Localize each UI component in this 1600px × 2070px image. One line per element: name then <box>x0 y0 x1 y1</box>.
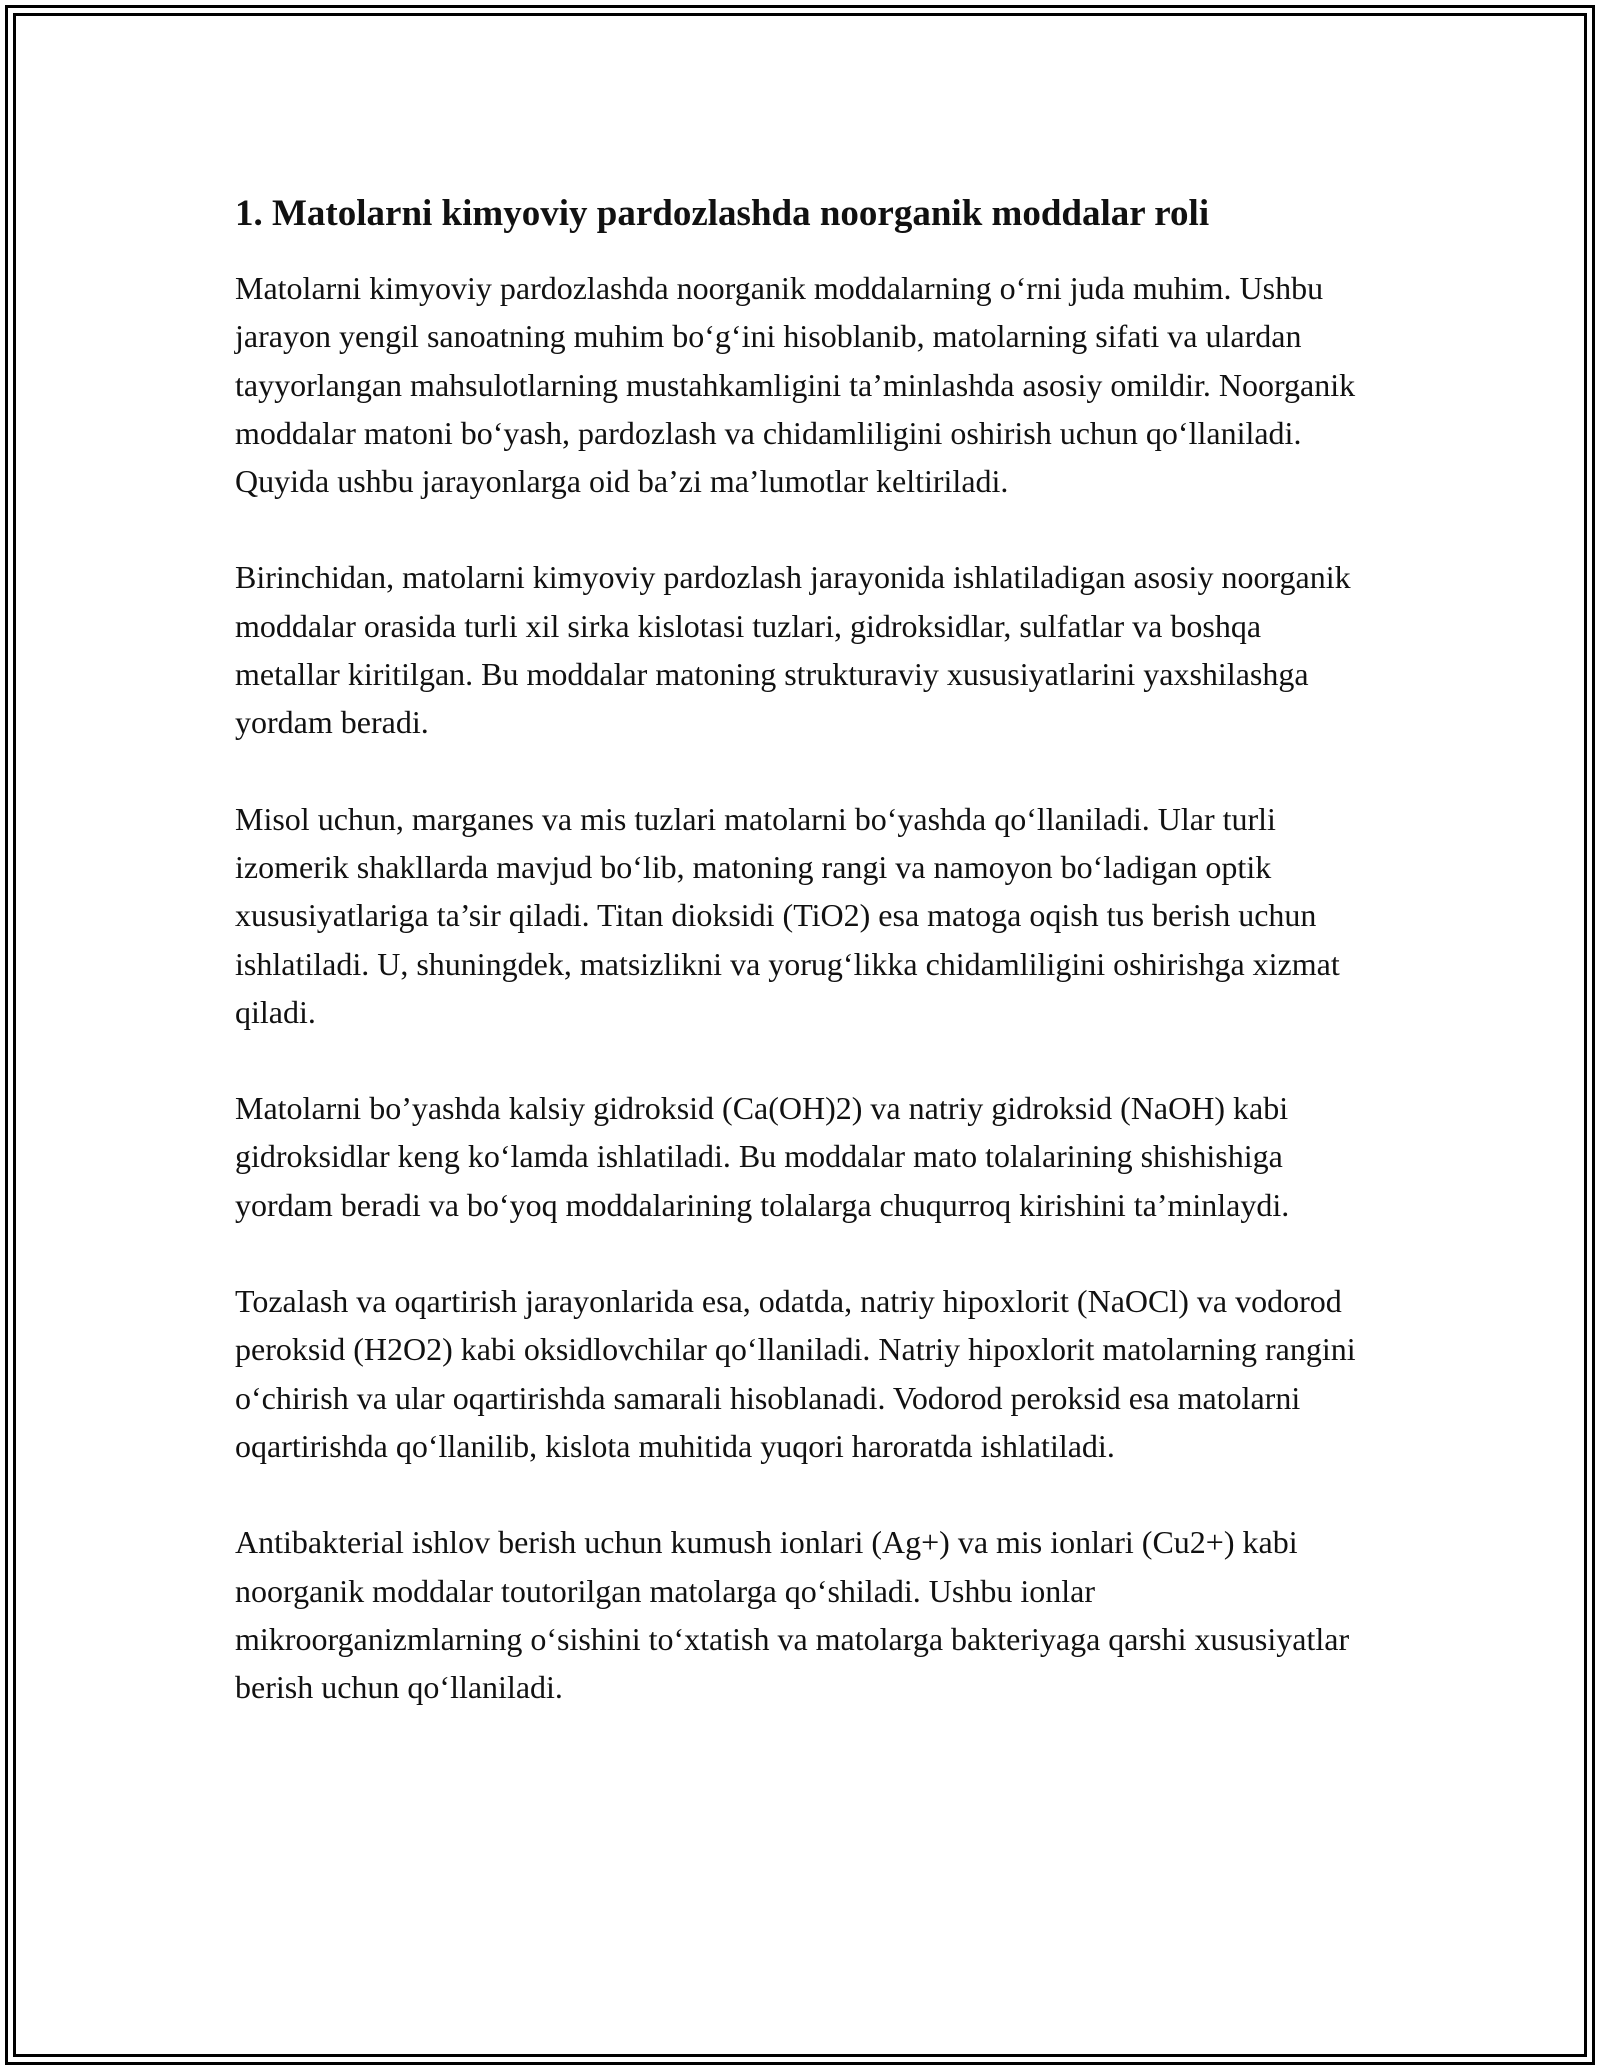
paragraph-bleaching: Tozalash va oqartirish jarayonlarida esa, odatda, natriy hipoxlorit (NaOCl) va vodorod peroksid (H2O2) kabi oksidlovchilar qo‘llaniladi. Natriy hipoxlorit matolarning rangini o‘chirish va ular oqartirishda samarali hisoblanadi. Vodorod peroksid esa matolarni oqartirishda qo‘llanilib, kislota muhitida yuqori haroratda ishlatiladi. <box>235 1283 1356 1464</box>
paragraph-hydroxides: Matolarni bo’yashda kalsiy gidroksid (Ca(OH)2) va natriy gidroksid (NaOH) kabi gidroksidlar keng ko‘lamda ishlatiladi. Bu moddalar mato tolalarining shishishiga yordam beradi va bo‘yoq moddalarining tolalarga chuqurroq kirishini ta’minlaydi. <box>235 1090 1290 1223</box>
paragraph-antibacterial: Antibakterial ishlov berish uchun kumush ionlari (Ag+) va mis ionlari (Cu2+) kabi noorganik moddalar toutorilgan matolarga qo‘shiladi. Ushbu ionlar mikroorganizmlarning o‘sishini to‘xtatish va matolarga bakteriyaga qarshi xususiyatlar berish uchun qo‘llaniladi. <box>235 1524 1350 1706</box>
section-heading: 1. Matolarni kimyoviy pardozlashda noorganik moddalar roli <box>235 193 1210 234</box>
document-body <box>235 186 1365 1759</box>
paragraph-main-substances: Birinchidan, matolarni kimyoviy pardozlash jarayonida ishlatiladigan asosiy noorganik moddalar orasida turli xil sirka kislotasi tuzlari, gidroksidlar, sulfatlar va boshqa metallar kiritilgan. Bu moddalar matoning strukturaviy xususiyatlarini yaxshilashga yordam beradi. <box>235 559 1351 741</box>
paragraph-dyeing-salts: Misol uchun, marganes va mis tuzlari matolarni bo‘yashda qo‘llaniladi. Ular turli izomerik shakllarda mavjud bo‘lib, matoning rangi va namoyon bo‘ladigan optik xususiyatlariga ta’sir qiladi. Titan dioksidi (TiO2) esa matoga oqish tus berish uchun ishlatiladi. U, shuningdek, matsizlikni va yorug‘likka chidamliligini oshirishga xizmat qiladi. <box>235 800 1340 1030</box>
paragraph-intro: Matolarni kimyoviy pardozlashda noorganik moddalarning o‘rni juda muhim. Ushbu jarayon yengil sanoatning muhim bo‘g‘ini hisoblanib, matolarning sifati va ulardan tayyorlangan mahsulotlarning mustahkamligini ta’minlashda asosiy omildir. Noorganik moddalar matoni bo‘yash, pardozlash va chidamliligini oshirish uchun qo‘llaniladi. Quyida ushbu jarayonlarga oid ba’zi ma’lumotlar keltiriladi. <box>235 270 1356 500</box>
